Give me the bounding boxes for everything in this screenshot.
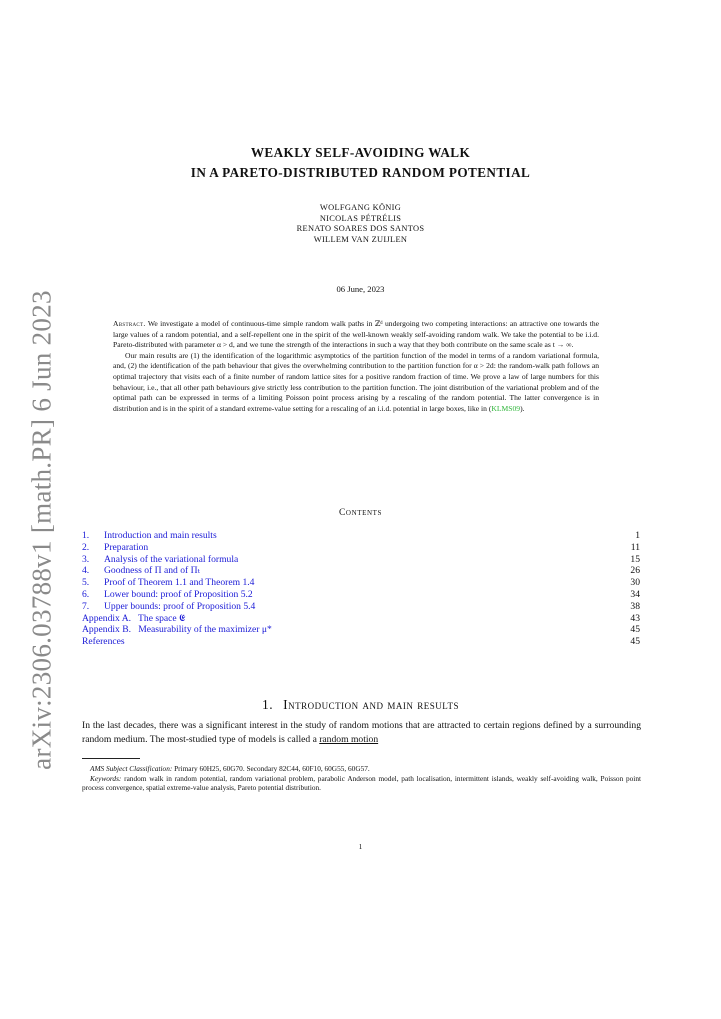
toc-page: 11 <box>630 541 640 553</box>
toc-label: Analysis of the variational formula <box>104 553 239 565</box>
intro-text-main: In the last decades, there was a significant interest in the study of random motions that are attracted to certain regions defined by a surrounding random medium. The most-studied type of models is called a <box>82 720 641 745</box>
toc-page: 38 <box>630 600 640 612</box>
paper-date: 06 June, 2023 <box>336 284 385 294</box>
underlined-term: random motion <box>319 733 379 745</box>
toc-page: 43 <box>630 612 640 624</box>
toc-page: 45 <box>630 636 640 648</box>
ams-label: AMS Subject Classification: <box>90 764 173 773</box>
toc-number: 3. <box>82 553 90 565</box>
footnotes <box>82 764 641 793</box>
footnote-rule <box>82 758 140 759</box>
toc-label: Appendix A. The space 𝕰 <box>82 612 186 624</box>
toc-page: 26 <box>630 565 640 577</box>
toc-label: References <box>82 636 125 648</box>
toc-link[interactable] <box>82 613 185 625</box>
arxiv-stamp-text: arXiv:2306.03788v1 [math.PR] 6 Jun 2023 <box>26 290 57 770</box>
toc-link[interactable] <box>82 601 255 613</box>
abstract-paragraph-1 <box>113 319 599 351</box>
keywords <box>82 774 641 793</box>
toc-entry-variational-formula[interactable] <box>82 554 640 566</box>
toc-entry-lower-bound[interactable] <box>82 589 640 601</box>
toc-label: Goodness of Π and of Πₜ <box>104 565 200 577</box>
toc-label: Preparation <box>104 541 149 553</box>
citation-link-klms09[interactable]: KLMS09 <box>491 403 521 413</box>
toc-link[interactable] <box>82 565 200 577</box>
author-list <box>0 203 721 245</box>
toc-label: Upper bounds: proof of Proposition 5.4 <box>104 600 256 612</box>
abstract <box>113 319 599 414</box>
section-title-text: Introduction and main results <box>283 697 459 712</box>
author: RENATO SOARES DOS SANTOS <box>296 224 425 234</box>
toc-entry-upper-bounds[interactable] <box>82 601 640 613</box>
toc-entry-introduction[interactable] <box>82 530 640 542</box>
section-heading <box>0 697 721 713</box>
toc-number: 2. <box>82 541 90 553</box>
toc-number: 6. <box>82 588 90 600</box>
contents-heading: Contents <box>338 508 383 518</box>
abstract-paragraph-2 <box>113 351 599 415</box>
toc-entry-proof-theorems[interactable] <box>82 577 640 589</box>
paper-title <box>0 143 721 183</box>
toc-link[interactable] <box>82 530 217 542</box>
toc-entry-goodness[interactable] <box>82 565 640 577</box>
intro-text <box>82 719 641 746</box>
toc-number: 5. <box>82 577 90 589</box>
toc-page: 34 <box>630 588 640 600</box>
page-number: 1 <box>358 842 363 851</box>
author: WILLEM VAN ZUIJLEN <box>313 234 408 244</box>
toc-entry-preparation[interactable] <box>82 542 640 554</box>
author: NICOLAS PÉTRÉLIS <box>319 213 402 223</box>
abstract-text-2-end: ). <box>520 403 525 413</box>
toc-link[interactable] <box>82 589 253 601</box>
author: WOLFGANG KÖNIG <box>319 203 402 212</box>
toc-page: 30 <box>630 577 640 589</box>
keywords-label: Keywords: <box>90 773 122 783</box>
toc-page: 45 <box>630 624 640 636</box>
toc-link[interactable] <box>82 542 148 554</box>
toc-link[interactable] <box>82 554 238 566</box>
toc-label: Introduction and main results <box>104 530 217 541</box>
toc-entry-appendix-b[interactable] <box>82 624 640 636</box>
toc-page: 15 <box>630 553 640 565</box>
toc-label: Lower bound: proof of Proposition 5.2 <box>104 588 253 600</box>
toc-entry-appendix-a[interactable] <box>82 613 640 625</box>
toc-link[interactable] <box>82 636 125 648</box>
intro-paragraph <box>82 719 641 746</box>
title-line-1: WEAKLY SELF-AVOIDING WALK <box>250 145 471 160</box>
section-number: 1. <box>262 697 274 712</box>
abstract-label: Abstract. <box>113 319 146 328</box>
toc-number: 7. <box>82 600 90 612</box>
toc-link[interactable] <box>82 577 254 589</box>
toc-label: Appendix B. Measurability of the maximizer μ* <box>82 624 272 636</box>
toc-link[interactable] <box>82 624 272 636</box>
table-of-contents <box>82 530 640 648</box>
abstract-text-2: Our main results are (1) the identification of the logarithmic asymptotics of the partition function of the model in terms of a random variational formula, and, (2) the identification of the path behaviour that gives the overwhelming contribution to the partition function for α > 2d: the random-walk path follows an optimal trajectory that visits each of a finite number of random lattice sites for a positive random fraction of time. We prove a law of large numbers for this behaviour, i.e., that all other path behaviours give strictly less contribution to the partition function. The joint distribution of the variational problem and of the optimal path can be expressed in terms of a limiting Poisson point process arising by a rescaling of the random potential. The latter convergence is in distribution and is in the spirit of a standard extreme-value setting for a rescaling of an i.i.d. potential in large boxes, like in ( <box>113 350 599 413</box>
title-line-2: IN A PARETO-DISTRIBUTED RANDOM POTENTIAL <box>190 165 531 180</box>
arxiv-identifier-stamp <box>22 290 62 770</box>
toc-page: 1 <box>635 530 640 541</box>
toc-number: 1. <box>82 530 90 541</box>
abstract-text-1: We investigate a model of continuous-time simple random walk paths in ℤᵈ undergoing two competing interactions: an attractive one towards the large values of a random potential, and a self-repellent one in the spirit of the well-known weakly self-avoiding random walk. We take the potential to be i.i.d. Pareto-distributed with parameter α > d, and we tune the strength of the interactions in such a way that they both contribute on the same scale as t → ∞. <box>113 319 599 350</box>
ams-text: Primary 60H25, 60G70. Secondary 82C44, 60F10, 60G55, 60G57. <box>172 764 370 773</box>
ams-classification <box>82 764 641 774</box>
toc-number: 4. <box>82 565 90 577</box>
toc-label: Proof of Theorem 1.1 and Theorem 1.4 <box>104 577 255 589</box>
toc-entry-references[interactable] <box>82 636 640 648</box>
keywords-text: random walk in random potential, random variational problem, parabolic Anderson model, path localisation, intermittent islands, weakly self-avoiding walk, Poisson point process convergence, spatial extreme-value analysis, Pareto potential distribution. <box>82 773 641 793</box>
